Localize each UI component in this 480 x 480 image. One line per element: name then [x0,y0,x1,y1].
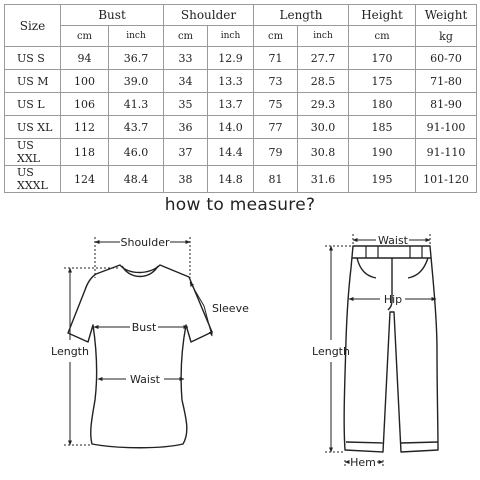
shoulder-cm-unit: cm [164,26,208,47]
length-inch-cell: 31.6 [298,166,349,193]
shoulder-cm-cell: 35 [164,93,208,116]
length-cm-cell: 73 [254,70,298,93]
shoulder-inch-cell: 14.0 [208,116,254,139]
length-inch-cell: 30.0 [298,116,349,139]
length-cm-unit: cm [254,26,298,47]
bust-inch-cell: 41.3 [109,93,164,116]
shoulder-cm-cell: 36 [164,116,208,139]
length-cm-cell: 79 [254,139,298,166]
height-group-header: Height [349,5,416,26]
shoulder-inch-cell: 13.3 [208,70,254,93]
length-cm-cell: 81 [254,166,298,193]
height-cell: 180 [349,93,416,116]
bust-cm-cell: 106 [61,93,109,116]
how-to-measure-title: how to measure? [164,195,316,215]
weight-group-header: Weight [416,5,477,26]
height-cell: 170 [349,47,416,70]
pants-right-hem-line [401,442,438,443]
bust-inch-cell: 39.0 [109,70,164,93]
height-cm-unit: cm [349,26,416,47]
height-cell: 185 [349,116,416,139]
tshirt-outline [68,265,212,448]
size-cell: US S [5,47,61,70]
tshirt-illustration [68,265,212,448]
shoulder-group-header: Shoulder [164,5,254,26]
size-cell: US XXXL [5,166,61,193]
bust-cm-cell: 94 [61,47,109,70]
shirt-bust-label: Bust [131,321,157,334]
bust-cm-cell: 112 [61,116,109,139]
length-cm-cell: 75 [254,93,298,116]
size-column-header: Size [5,5,61,47]
length-group-header: Length [254,5,349,26]
length-cm-cell: 71 [254,47,298,70]
length-inch-unit: inch [298,26,349,47]
pants-illustration [344,246,438,452]
hip-label: Hip [383,293,403,306]
weight-cell: 81-90 [416,93,477,116]
weight-cell: 91-100 [416,116,477,139]
bust-inch-cell: 43.7 [109,116,164,139]
weight-cell: 71-80 [416,70,477,93]
bust-cm-unit: cm [61,26,109,47]
bust-cm-cell: 118 [61,139,109,166]
shoulder-cm-cell: 37 [164,139,208,166]
pants-waist-label: Waist [377,234,409,247]
bust-inch-unit: inch [109,26,164,47]
shoulder-cm-cell: 34 [164,70,208,93]
bust-cm-cell: 100 [61,70,109,93]
length-inch-cell: 29.3 [298,93,349,116]
shirt-shoulder-label: Shoulder [120,236,170,249]
shoulder-cm-cell: 38 [164,166,208,193]
pants-left-hem-line [346,442,383,443]
bust-group-header: Bust [61,5,164,26]
size-cell: US M [5,70,61,93]
pants-length-label: Length [312,345,350,358]
bust-cm-cell: 124 [61,166,109,193]
height-cell: 195 [349,166,416,193]
weight-kg-unit: kg [416,26,477,47]
size-cell: US L [5,93,61,116]
weight-cell: 101-120 [416,166,477,193]
weight-cell: 60-70 [416,47,477,70]
length-inch-cell: 28.5 [298,70,349,93]
pants-outline [344,246,438,452]
length-inch-cell: 27.7 [298,47,349,70]
shirt-sleeve-label: Sleeve [212,302,249,315]
size-cell: US XXL [5,139,61,166]
height-cell: 190 [349,139,416,166]
size-cell: US XL [5,116,61,139]
shoulder-cm-cell: 33 [164,47,208,70]
shoulder-inch-cell: 13.7 [208,93,254,116]
length-cm-cell: 77 [254,116,298,139]
shirt-length-label: Length [51,345,89,358]
length-inch-cell: 30.8 [298,139,349,166]
bust-inch-cell: 46.0 [109,139,164,166]
bust-inch-cell: 48.4 [109,166,164,193]
weight-cell: 91-110 [416,139,477,166]
shoulder-inch-cell: 14.4 [208,139,254,166]
shoulder-inch-cell: 12.9 [208,47,254,70]
shoulder-inch-cell: 14.8 [208,166,254,193]
bust-inch-cell: 36.7 [109,47,164,70]
hem-label: Hem [350,456,376,469]
shirt-waist-label: Waist [129,373,161,386]
height-cell: 175 [349,70,416,93]
shoulder-inch-unit: inch [208,26,254,47]
